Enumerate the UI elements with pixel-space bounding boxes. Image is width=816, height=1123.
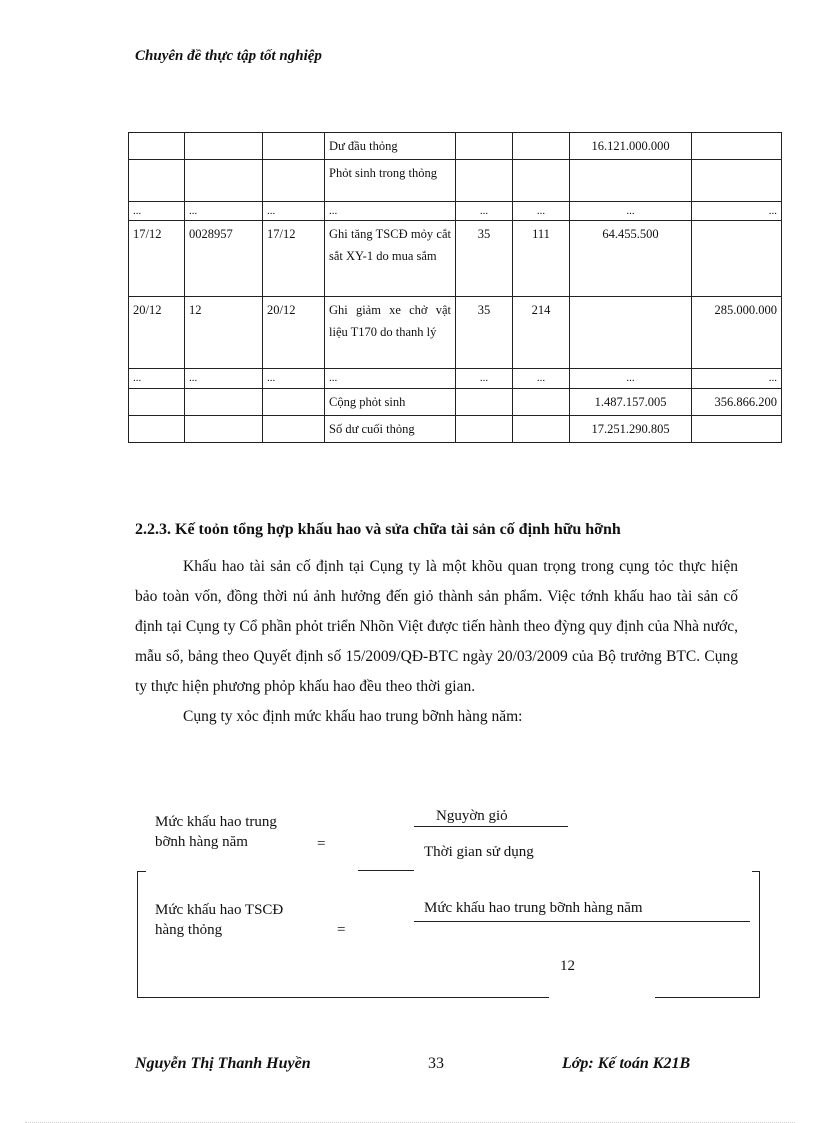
table-cell: [570, 160, 692, 202]
table-cell: Cộng phỏt sinh: [325, 389, 456, 416]
table-cell: 64.455.500: [570, 221, 692, 297]
fraction-bar: [414, 826, 568, 827]
paragraph: Khấu hao tài sản cố định tại Cụng ty là một khõu quan trọng trong cụng tỏc thực hiện bảo toàn vốn, đồng thời nú ảnh hưởng đến giỏ thành sản phẩm. Việc tớnh khấu hao tài sản cố định tại Cụng ty Cổ phần phỏt triển Nhõn Việt được tiến hành theo đỳng quy định của Nhà nước, mẫu sổ, bảng theo Quyết định số 15/2009/QĐ-BTC ngày 20/03/2009 của Bộ trưởng BTC. Cụng ty thực hiện phương phỏp khấu hao đều theo thời gian.: [135, 558, 738, 695]
table-row: [129, 416, 782, 443]
table-cell: [456, 416, 513, 443]
table-cell: [456, 389, 513, 416]
table-cell: 17/12: [129, 221, 185, 297]
formula2-equals: =: [337, 922, 346, 938]
box-right: [759, 871, 760, 997]
table-row: [129, 160, 782, 202]
table-cell: [263, 389, 325, 416]
formula1-equals: =: [317, 836, 326, 852]
table-cell: 16.121.000.000: [570, 133, 692, 160]
table-cell: 35: [456, 221, 513, 297]
table-row: [129, 389, 782, 416]
table-cell: ...: [692, 369, 782, 389]
paragraph: Cụng ty xỏc định mức khấu hao trung bỡnh hàng năm:: [183, 708, 523, 725]
box-top-left: [137, 871, 146, 872]
table-cell: [513, 416, 570, 443]
table-cell: ...: [263, 202, 325, 221]
formula2-denominator: 12: [560, 958, 575, 974]
formula2-numerator: Mức khấu hao trung bỡnh hàng năm: [424, 900, 643, 916]
table-cell: [513, 133, 570, 160]
table-cell: Phỏt sinh trong thỏng: [325, 160, 456, 202]
table-cell: 111: [513, 221, 570, 297]
box-left: [137, 871, 138, 997]
table-cell: [129, 389, 185, 416]
box-bottom-left: [137, 997, 549, 998]
table-cell: [513, 389, 570, 416]
table-cell: [456, 160, 513, 202]
table-cell: 17/12: [263, 221, 325, 297]
table-cell: ...: [129, 202, 185, 221]
table-cell: ...: [692, 202, 782, 221]
ledger-table: [128, 132, 782, 443]
table-cell: ...: [325, 369, 456, 389]
table-row: [129, 221, 782, 297]
table-cell: [692, 221, 782, 297]
table-cell: 12: [185, 297, 263, 369]
table-cell: [129, 133, 185, 160]
box-bottom-right: [655, 997, 760, 998]
table-cell: [263, 160, 325, 202]
page-header: Chuyên đề thực tập tốt nghiệp: [135, 48, 322, 64]
table-cell: [129, 160, 185, 202]
formula1-numerator: Nguyờn giỏ: [436, 808, 508, 824]
table-cell: Dư đầu thỏng: [325, 133, 456, 160]
table-cell: ...: [570, 369, 692, 389]
table-cell: ...: [456, 202, 513, 221]
table-cell: [263, 133, 325, 160]
table-cell: ...: [263, 369, 325, 389]
table-cell: ...: [456, 369, 513, 389]
table-cell: [185, 416, 263, 443]
formula2-label: Mức khấu hao TSCĐ hàng thỏng: [155, 902, 284, 938]
table-cell: Ghi giảm xe chở vật liệu T170 do thanh lý: [325, 297, 456, 369]
table-cell: [129, 416, 185, 443]
table-cell: [185, 160, 263, 202]
table-cell: 285.000.000: [692, 297, 782, 369]
table-cell: [185, 389, 263, 416]
table-cell: ...: [185, 202, 263, 221]
table-cell: 356.866.200: [692, 389, 782, 416]
page-number: 33: [428, 1055, 444, 1072]
table-row: [129, 133, 782, 160]
table-cell: Ghi tăng TSCĐ mỏy cắt sắt XY-1 do mua sắm: [325, 221, 456, 297]
table-cell: [570, 297, 692, 369]
table-cell: 35: [456, 297, 513, 369]
formula1-denominator: Thời gian sử dụng: [424, 844, 534, 860]
table-cell: [692, 416, 782, 443]
table-cell: 20/12: [263, 297, 325, 369]
table-cell: [513, 160, 570, 202]
table-cell: 17.251.290.805: [570, 416, 692, 443]
table-cell: [185, 133, 263, 160]
table-cell: 20/12: [129, 297, 185, 369]
table-row: [129, 369, 782, 389]
table-cell: [263, 416, 325, 443]
section-body: [135, 552, 738, 732]
rule: [358, 870, 414, 871]
footer-class: Lớp: Kế toán K21B: [562, 1055, 691, 1072]
section-title: 2.2.3. Kế toỏn tổng hợp khấu hao và sửa chữa tài sản cố định hữu hỡnh: [135, 521, 621, 538]
table-cell: [692, 160, 782, 202]
table-cell: ...: [570, 202, 692, 221]
table-row: [129, 202, 782, 221]
fraction-bar: [414, 921, 750, 922]
table-cell: ...: [129, 369, 185, 389]
table-cell: ...: [185, 369, 263, 389]
table-cell: 0028957: [185, 221, 263, 297]
table-cell: ...: [513, 202, 570, 221]
table-cell: [692, 133, 782, 160]
table-cell: ...: [325, 202, 456, 221]
table-cell: [456, 133, 513, 160]
formula1-label: Mức khấu hao trung bỡnh hàng năm: [155, 814, 277, 850]
table-cell: ...: [513, 369, 570, 389]
footer-author: Nguyễn Thị Thanh Huyền: [135, 1055, 311, 1072]
table-cell: 1.487.157.005: [570, 389, 692, 416]
table-row: [129, 297, 782, 369]
table-cell: Số dư cuối thỏng: [325, 416, 456, 443]
table-cell: 214: [513, 297, 570, 369]
